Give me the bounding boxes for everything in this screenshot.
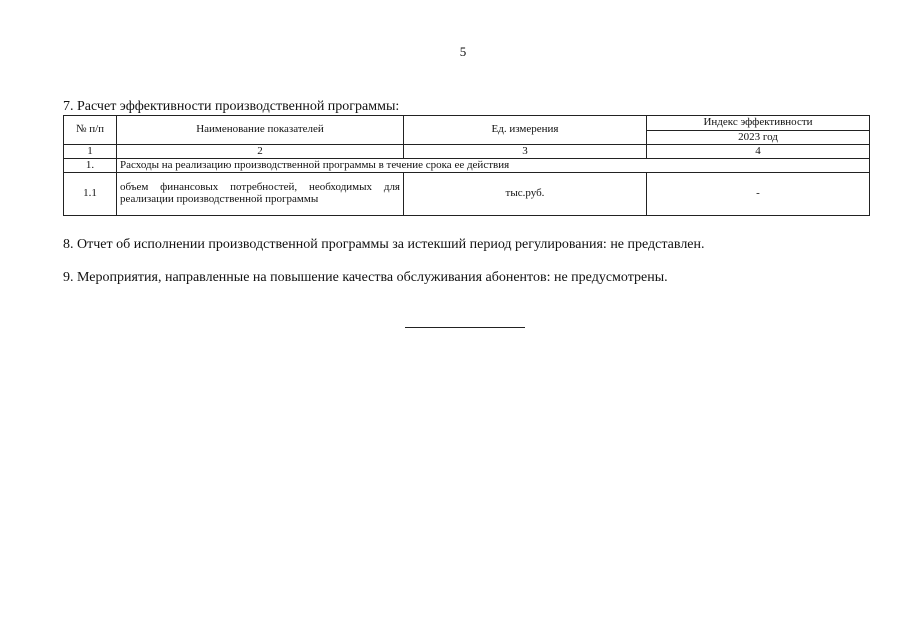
paragraph-9: 9. Мероприятия, направленные на повышение качества обслуживания абонентов: не предусмотрены. bbox=[63, 270, 668, 285]
efficiency-table bbox=[63, 115, 870, 216]
section-row-label: Расходы на реализацию производственной программы в течение срока ее действия bbox=[117, 159, 870, 173]
header-row bbox=[64, 116, 870, 131]
section-row bbox=[64, 159, 870, 173]
row-indicator-name: объем финансовых потребностей, необходимых для реализации производственной программы bbox=[117, 173, 404, 216]
section-7-heading: 7. Расчет эффективности производственной программы: bbox=[63, 99, 400, 114]
paragraph-8: 8. Отчет об исполнении производственной программы за истекший период регулирования: не представлен. bbox=[63, 237, 705, 252]
column-number: 4 bbox=[647, 145, 870, 159]
row-number: 1.1 bbox=[64, 173, 117, 216]
column-number: 1 bbox=[64, 145, 117, 159]
row-value: - bbox=[647, 173, 870, 216]
section-row-number: 1. bbox=[64, 159, 117, 173]
page-number: 5 bbox=[459, 44, 467, 59]
row-unit: тыс.руб. bbox=[404, 173, 647, 216]
end-divider-line bbox=[405, 327, 525, 328]
column-numbering-row bbox=[64, 145, 870, 159]
header-unit: Ед. измерения bbox=[404, 116, 647, 145]
table-row bbox=[64, 173, 870, 216]
header-efficiency-index: Индекс эффективности bbox=[647, 116, 870, 131]
header-indicator-name: Наименование показателей bbox=[117, 116, 404, 145]
header-number: № п/п bbox=[64, 116, 117, 145]
header-year: 2023 год bbox=[647, 131, 870, 145]
column-number: 2 bbox=[117, 145, 404, 159]
column-number: 3 bbox=[404, 145, 647, 159]
